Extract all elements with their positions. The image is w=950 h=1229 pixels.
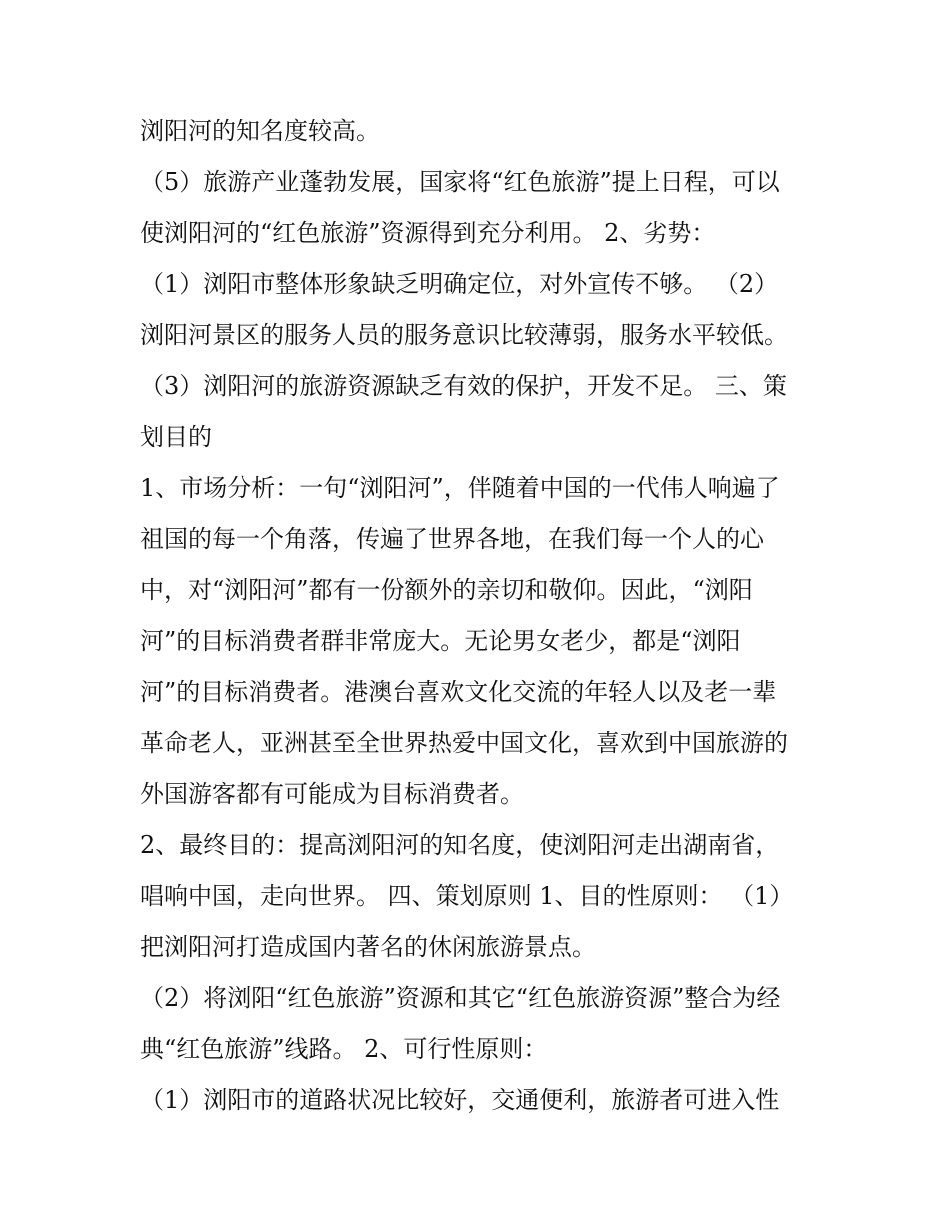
text-line: 浏阳河的知名度较高。 <box>140 117 380 145</box>
text-line: 2、最终目的：提高浏阳河的知名度，使浏阳河走出湖南省， <box>140 831 780 859</box>
text-line: 划目的 <box>140 423 212 451</box>
text-line: （5）旅游产业蓬勃发展，国家将“红色旅游”提上日程，可以 <box>140 168 780 196</box>
text-line: 中，对“浏阳河”都有一份额外的亲切和敬仰。因此，“浏阳 <box>140 576 753 604</box>
text-line: 河”的目标消费者。港澳台喜欢文化交流的年轻人以及老一辈 <box>140 678 777 706</box>
text-line: 1、市场分析：一句“浏阳河”，伴随着中国的一代伟人响遍了 <box>140 474 780 502</box>
text-line: 典“红色旅游”线路。 2、可行性原则： <box>140 1035 548 1063</box>
text-line: （1）浏阳市整体形象缺乏明确定位，对外宣传不够。 （2） <box>140 270 779 298</box>
text-line: 浏阳河景区的服务人员的服务意识比较薄弱，服务水平较低。 <box>140 321 788 349</box>
text-line: 外国游客都有可能成为目标消费者。 <box>140 780 524 808</box>
text-line: 把浏阳河打造成国内著名的休闲旅游景点。 <box>140 933 596 961</box>
text-line: 使浏阳河的“红色旅游”资源得到充分利用。 2、劣势： <box>140 219 716 247</box>
text-line: 河”的目标消费者群非常庞大。无论男女老少，都是“浏阳 <box>140 627 741 655</box>
text-line: （2）将浏阳“红色旅游”资源和其它“红色旅游资源”整合为经 <box>140 984 781 1012</box>
body-text <box>140 106 840 1126</box>
text-line: （3）浏阳河的旅游资源缺乏有效的保护，开发不足。 三、策 <box>140 372 787 400</box>
text-line: 祖国的每一个角落，传遍了世界各地，在我们每一个人的心 <box>140 525 764 553</box>
text-line: 唱响中国，走向世界。 四、策划原则 1、目的性原则： （1） <box>140 882 794 910</box>
text-line: （1）浏阳市的道路状况比较好，交通便利，旅游者可进入性 <box>140 1086 780 1114</box>
text-line: 革命老人，亚洲甚至全世界热爱中国文化，喜欢到中国旅游的 <box>140 729 788 757</box>
